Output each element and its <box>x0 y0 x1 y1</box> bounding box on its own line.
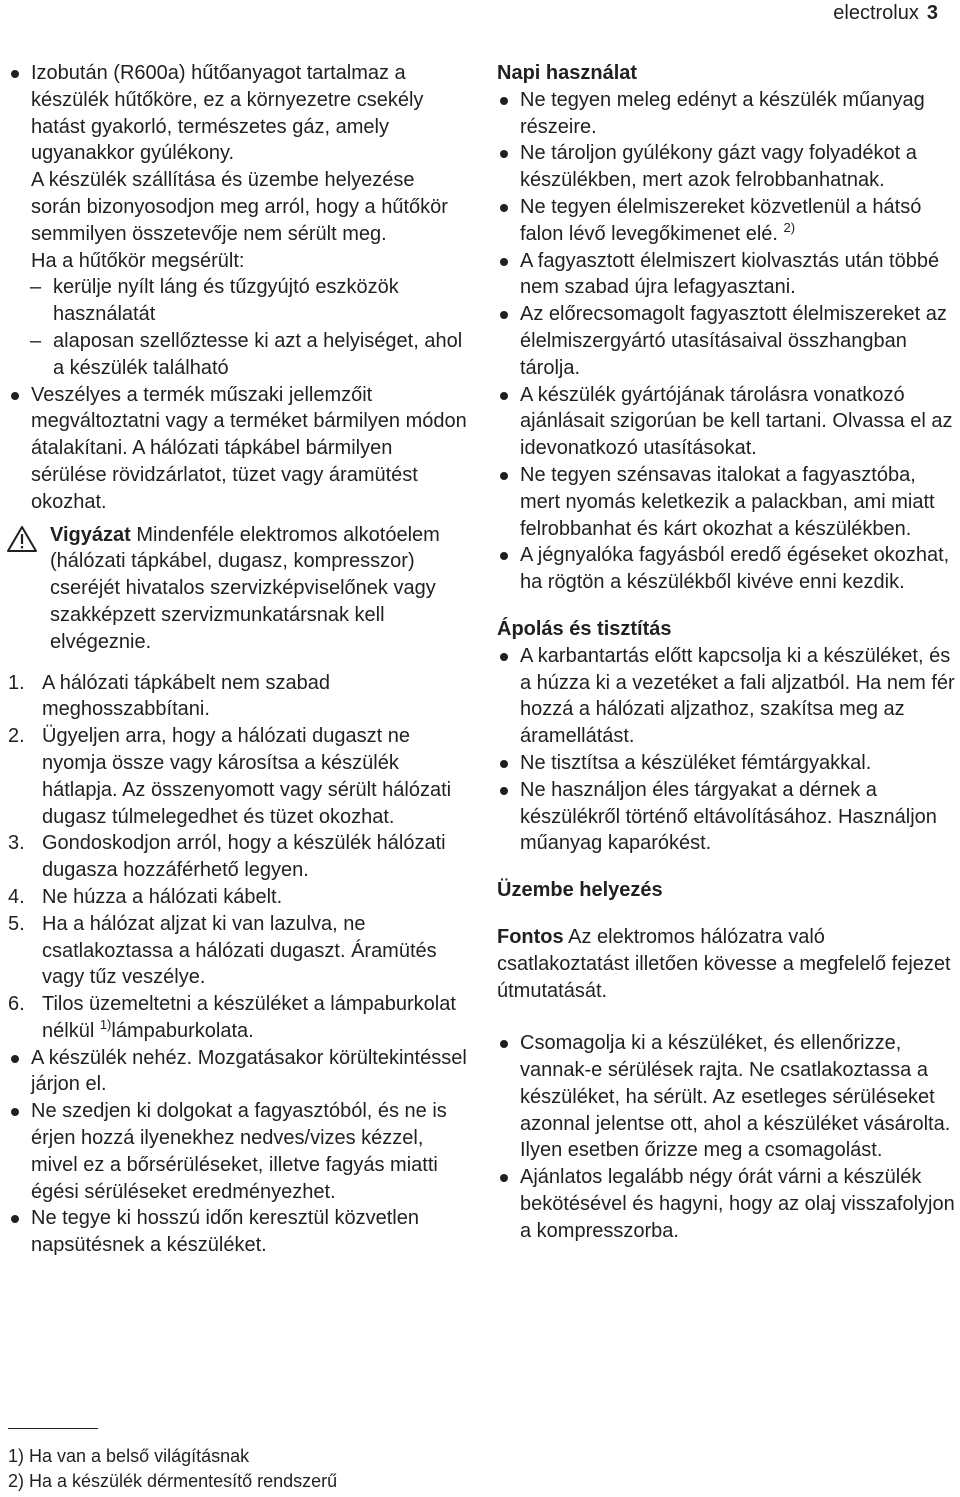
handling-bullets <box>8 1045 470 1259</box>
important-note: Fontos Az elektromos hálózatra való csatlakoztatást illetően kövesse a megfelelő fejezet útmutatását. <box>497 925 951 1002</box>
dash-list <box>31 274 470 381</box>
numbered-item: 4. Ne húzza a hálózati kábelt. <box>8 885 283 908</box>
list-item: A fagyasztott élelmiszert kiolvasztás után többé nem szabad újra lefagyasztani. <box>497 248 960 302</box>
footnotes <box>8 1444 508 1494</box>
numbered-item: 1. A hálózati tápkábelt nem szabad meghosszabbítani. <box>8 671 330 721</box>
list-item: A készülék nehéz. Mozgatásakor körültekintéssel járjon el. <box>8 1045 470 1099</box>
footnote-ref: 1) <box>99 1016 112 1032</box>
left-column <box>8 60 470 1259</box>
list-item: Ne tisztítsa a készüléket fémtárgyakkal. <box>497 750 960 777</box>
section-title-daily-use: Napi használat <box>497 62 638 84</box>
numbered-item: 6. Tilos üzemeltetni a készüléket a lámpaburkolat nélkül $^{1)}$lámpaburkolata. <box>8 993 456 1042</box>
list-item: Ne szedjen ki dolgokat a fagyasztóból, és ne is érjen hozzá ilyenekhez nedves/vizes kézzel, mivel ez a bőrsérüléseket, illetve fagyás miatti égési sérüléseket eredményezhet. <box>8 1098 470 1205</box>
refrigerant-paragraph: Izobután (R600a) hűtőanyagot tartalmaz a készülék hűtőköre, ez a környezetre csekély hatást gyakorló, természetes gáz, amely ugyanakkor gyúlékony. <box>31 62 424 165</box>
list-item <box>8 60 470 382</box>
numbered-item: 2. Ügyeljen arra, hogy a hálózati dugaszt ne nyomja össze vagy károsítsa a készülék hátlapja. Az összenyomott vagy sérült hálózati dugasz túlmelegedhet és tüzet okozhat. <box>8 725 452 828</box>
daily-use-list <box>497 87 960 596</box>
important-label: Fontos <box>497 925 564 948</box>
footnote-2: 2) Ha a készülék dérmentesítő rendszerű <box>8 1471 338 1491</box>
list-item: Ne tegyen élelmiszereket közvetlenül a hátsó falon lévő levegőkimenet elé. $^{2)}$ <box>497 194 960 248</box>
list-item: Csomagolja ki a készüléket, és ellenőrizze, vannak-e sérülések rajta. Ne csatlakoztassa a készüléket, ha sérült. Az esetleges sérüléseket azonnal jelentse ott, ahol a készüléket vásárolta. Ilyen esetben őrizze meg a csomagolást. <box>497 1030 960 1164</box>
warning-text: Mindenféle elektromos alkotóelem (hálózati tápkábel, dugasz, kompresszor) cseréjét hivatalos szervizképviselőnek vagy szakképzett szervizmunkatársnak kell elvégeznie. <box>50 523 440 653</box>
list-item: Ne használjon éles tárgyakat a dérnek a készülékről történő eltávolításához. Használjon műanyag kaparókést. <box>497 777 960 857</box>
dash-item: – kerülje nyílt láng és tűzgyújtó eszközök használatát <box>30 276 399 326</box>
transport-paragraph: A készülék szállítása és üzembe helyezése során bizonyosodjon meg arról, hogy a hűtőkör semmilyen összetevője nem sérült meg. <box>31 169 448 245</box>
dash-item: – alaposan szellőztesse ki azt a helyiséget, ahol a készülék található <box>30 329 463 379</box>
list-item: A karbantartás előtt kapcsolja ki a készüléket, és a húzza ki a vezetéket a fali aljzatból. Ha nem fér hozzá a hálózati aljzathoz, szakítsa meg az áramellátást. <box>497 643 960 750</box>
warning-label: Vigyázat <box>50 523 131 546</box>
care-cleaning-list <box>497 643 960 857</box>
list-item: Ajánlatos legalább négy órát várni a készülék bekötésével és hagyni, hogy az olaj visszafolyjon a kompresszorba. <box>497 1164 960 1244</box>
numbered-item: 5. Ha a hálózat aljzat ki van lazulva, ne csatlakoztassa a hálózati dugaszt. Áramütés vagy tűz veszélye. <box>8 912 437 989</box>
numbered-list <box>8 670 470 1045</box>
warning-block <box>8 522 470 656</box>
warning-triangle-icon <box>6 525 38 553</box>
section-title-care-cleaning: Ápolás és tisztítás <box>497 617 672 640</box>
footnote-divider <box>8 1428 98 1429</box>
section-title-installation: Üzembe helyezés <box>497 879 663 902</box>
list-item: Az előrecsomagolt fagyasztott élelmiszereket az élelmiszergyártó utasításaival összhangban tárolja. <box>497 301 960 381</box>
list-item: A jégnyalóka fagyásból eredő égéseket okozhat, ha rögtön a készülékből kivéve enni kezdik. <box>497 542 960 596</box>
list-item: A készülék gyártójának tárolásra vonatkozó ajánlásait szigorúan be kell tartani. Olvassa el az idevonatkozó utasításokat. <box>497 382 960 462</box>
installation-list <box>497 1030 960 1244</box>
list-item: Veszélyes a termék műszaki jellemzőit megváltoztatni vagy a terméket bármilyen módon átalakítani. A hálózati tápkábel bármilyen sérülése rövidzárlatot, tüzet vagy áramütést okozhat. <box>8 382 470 516</box>
footnote-1: 1) Ha van a belső világításnak <box>8 1446 250 1466</box>
page-number: 3 <box>926 2 938 24</box>
list-item: Ne tegyen meleg edényt a készülék műanyag részeire. <box>497 87 960 141</box>
footnote-ref: 2) <box>783 219 796 235</box>
safety-bullets <box>8 60 470 516</box>
brand-name: electrolux <box>833 2 919 24</box>
right-column <box>497 60 960 1245</box>
damage-paragraph: Ha a hűtőkör megsérült: <box>31 249 245 272</box>
list-item: Ne tegyen szénsavas italokat a fagyasztóba, mert nyomás keletkezik a palackban, ami miatt felrobbanhat és kárt okozhat a készülékben. <box>497 462 960 542</box>
list-item: Ne tároljon gyúlékony gázt vagy folyadékot a készülékben, mert azok felrobbanhatnak. <box>497 140 960 194</box>
numbered-item: 3. Gondoskodjon arról, hogy a készülék hálózati dugasza hozzáférhető legyen. <box>8 832 446 882</box>
list-item: Ne tegye ki hosszú időn keresztül közvetlen napsütésnek a készüléket. <box>8 1205 470 1259</box>
page-header <box>833 0 938 26</box>
